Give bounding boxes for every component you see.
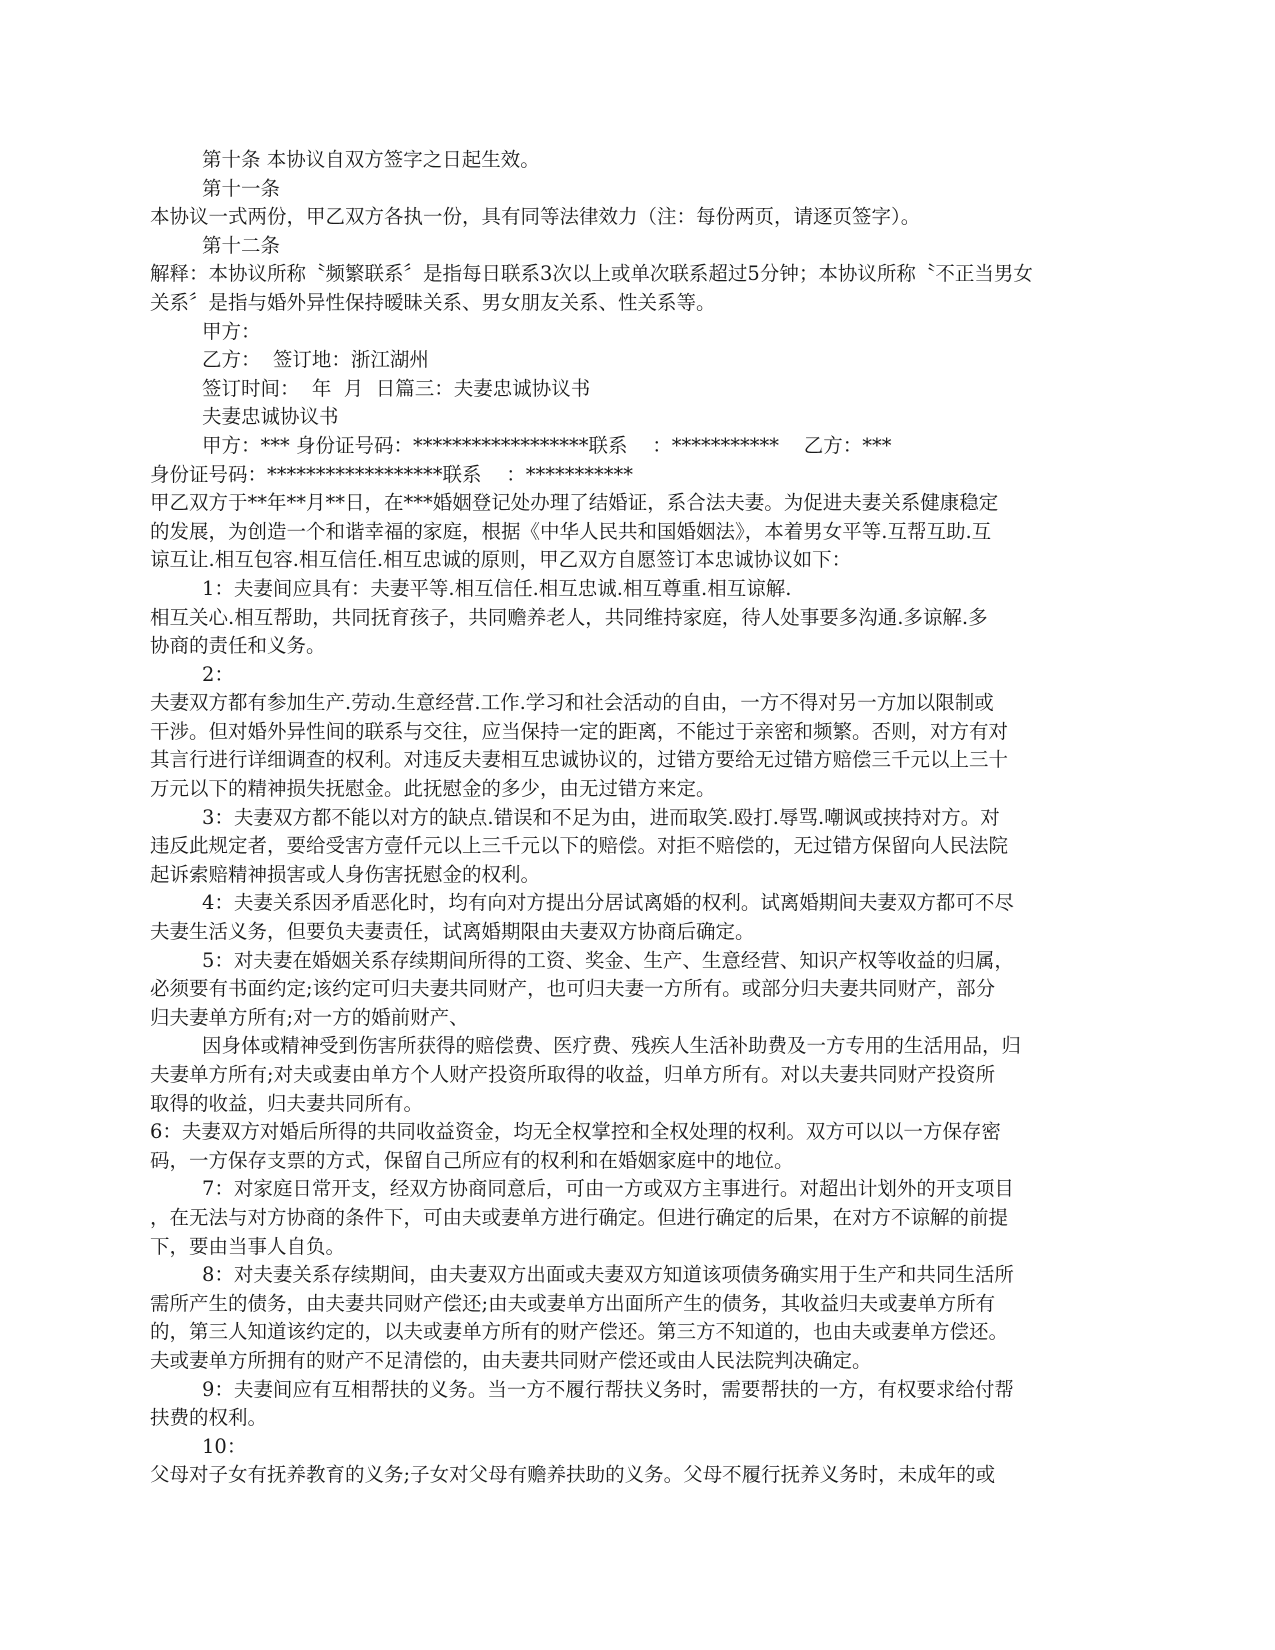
item-5: 必须要有书面约定;该约定可归夫妻共同财产，也可归夫妻一方所有。或部分归夫妻共同财产，部分 xyxy=(150,977,996,1001)
party-info: 身份证号码：******************联系 ：*********** xyxy=(150,462,634,486)
item-8: 需所产生的债务，由夫妻共同财产偿还;由夫或妻单方出面所产生的债务，其收益归夫或妻单方所有 xyxy=(150,1291,996,1315)
item-10: 父母对子女有抚养教育的义务;子女对父母有赡养扶助的义务。父母不履行抚养义务时，未成年的或 xyxy=(150,1463,996,1487)
item-1: 1：夫妻间应具有：夫妻平等.相互信任.相互忠诚.相互尊重.相互谅解. xyxy=(202,576,792,600)
clause-12-heading: 第十二条 xyxy=(202,233,281,257)
item-2: 夫妻双方都有参加生产.劳动.生意经营.工作.学习和社会活动的自由，一方不得对另一方加以限制或 xyxy=(150,691,994,715)
item-2: 万元以下的精神损失抚慰金。此抚慰金的多少，由无过错方来定。 xyxy=(150,777,716,801)
item-8: 夫或妻单方所拥有的财产不足清偿的，由夫妻共同财产偿还或由人民法院判决确定。 xyxy=(150,1348,872,1372)
party-b-signing-place: 乙方： 签订地：浙江湖州 xyxy=(202,348,429,372)
item-7: 下，要由当事人自负。 xyxy=(150,1234,346,1258)
document-page xyxy=(150,146,1090,1490)
item-3: 违反此规定者，要给受害方壹仟元以上三千元以下的赔偿。对拒不赔偿的，无过错方保留向人民法院 xyxy=(150,834,1009,858)
item-2-number: 2： xyxy=(202,662,234,686)
party-info: 甲方：*** 身份证号码：******************联系 ：*********** 乙方：*** xyxy=(202,433,892,457)
item-5: 夫妻单方所有;对夫或妻由单方个人财产投资所取得的收益，归单方所有。对以夫妻共同财产投资所 xyxy=(150,1063,996,1086)
item-3: 起诉索赔精神损害或人身伤害抚慰金的权利。 xyxy=(150,862,541,886)
item-2: 其言行进行详细调查的权利。对违反夫妻相互忠诚协议的，过错方要给无过错方赔偿三千元以上三十 xyxy=(150,748,1009,772)
item-5: 归夫妻单方所有;对一方的婚前财产、 xyxy=(150,1005,469,1029)
item-8: 的，第三人知道该约定的，以夫或妻单方所有的财产偿还。第三方不知道的，也由夫或妻单方偿还。 xyxy=(150,1320,1009,1344)
item-7: 7：对家庭日常开支，经双方协商同意后，可由一方或双方主事进行。对超出计划外的开支项目 xyxy=(202,1177,1014,1201)
item-5: 5：对夫妻在婚姻关系存续期间所得的工资、奖金、生产、生意经营、知识产权等收益的归属， xyxy=(202,948,1014,972)
item-9: 扶费的权利。 xyxy=(150,1406,268,1430)
item-5: 取得的收益，归夫妻共同所有。 xyxy=(150,1091,424,1115)
item-1: 相互关心.相互帮助，共同抚育孩子，共同赡养老人，共同维持家庭，待人处事要多沟通.多谅解.多 xyxy=(150,605,988,629)
item-1: 协商的责任和义务。 xyxy=(150,634,326,658)
preamble: 甲乙双方于**年**月**日，在***婚姻登记处办理了结婚证，系合法夫妻。为促进夫妻关系健康稳定 xyxy=(150,491,999,515)
item-10-number: 10： xyxy=(202,1434,247,1458)
clause-10: 第十条 本协议自双方签字之日起生效。 xyxy=(202,148,540,171)
item-6: 码，一方保存支票的方式，保留自己所应有的权利和在婚姻家庭中的地位。 xyxy=(150,1148,794,1172)
clause-12-text: 关系〞是指与婚外异性保持暧昧关系、男女朋友关系、性关系等。 xyxy=(150,290,716,314)
item-4: 夫妻生活义务，但要负夫妻责任，试离婚期限由夫妻双方协商后确定。 xyxy=(150,920,755,944)
clause-11-heading: 第十一条 xyxy=(202,176,281,200)
party-a-signature: 甲方： xyxy=(202,319,261,343)
signing-date: 签订时间： 年 月 日篇三：夫妻忠诚协议书 xyxy=(202,376,591,400)
item-2: 干涉。但对婚外异性间的联系与交往，应当保持一定的距离，不能过于亲密和频繁。否则，对方有对 xyxy=(150,719,1009,743)
item-7: ，在无法与对方协商的条件下，可由夫或妻单方进行确定。但进行确定的后果，在对方不谅解的前提 xyxy=(150,1205,1009,1229)
clause-11-text: 本协议一式两份，甲乙双方各执一份，具有同等法律效力（注：每份两页，请逐页签字）。 xyxy=(150,205,921,229)
agreement-title: 夫妻忠诚协议书 xyxy=(202,405,339,429)
item-4: 4：夫妻关系因矛盾恶化时，均有向对方提出分居试离婚的权利。试离婚期间夫妻双方都可不尽 xyxy=(202,891,1014,915)
item-8: 8：对夫妻关系存续期间，由夫妻双方出面或夫妻双方知道该项债务确实用于生产和共同生活所 xyxy=(202,1263,1014,1287)
item-9: 9：夫妻间应有互相帮扶的义务。当一方不履行帮扶义务时，需要帮扶的一方，有权要求给付帮 xyxy=(202,1377,1014,1401)
item-3: 3：夫妻双方都不能以对方的缺点.错误和不足为由，进而取笑.殴打.辱骂.嘲讽或挟持对方。对 xyxy=(202,805,1000,829)
preamble: 谅互让.相互包容.相互信任.相互忠诚的原则，甲乙双方自愿签订本忠诚协议如下： xyxy=(150,548,852,572)
item-5: 因身体或精神受到伤害所获得的赔偿费、医疗费、残疾人生活补助费及一方专用的生活用品，归 xyxy=(202,1034,1022,1058)
preamble: 的发展，为创造一个和谐幸福的家庭，根据《中华人民共和国婚姻法》，本着男女平等.互帮互助.互 xyxy=(150,519,992,543)
item-6: 6：夫妻双方对婚后所得的共同收益资金，均无全权掌控和全权处理的权利。双方可以以一方保存密 xyxy=(150,1120,1001,1144)
clause-12-text: 解释：本协议所称〝频繁联系〞是指每日联系3次以上或单次联系超过5分钟；本协议所称〝不正当男女 xyxy=(150,262,1033,286)
